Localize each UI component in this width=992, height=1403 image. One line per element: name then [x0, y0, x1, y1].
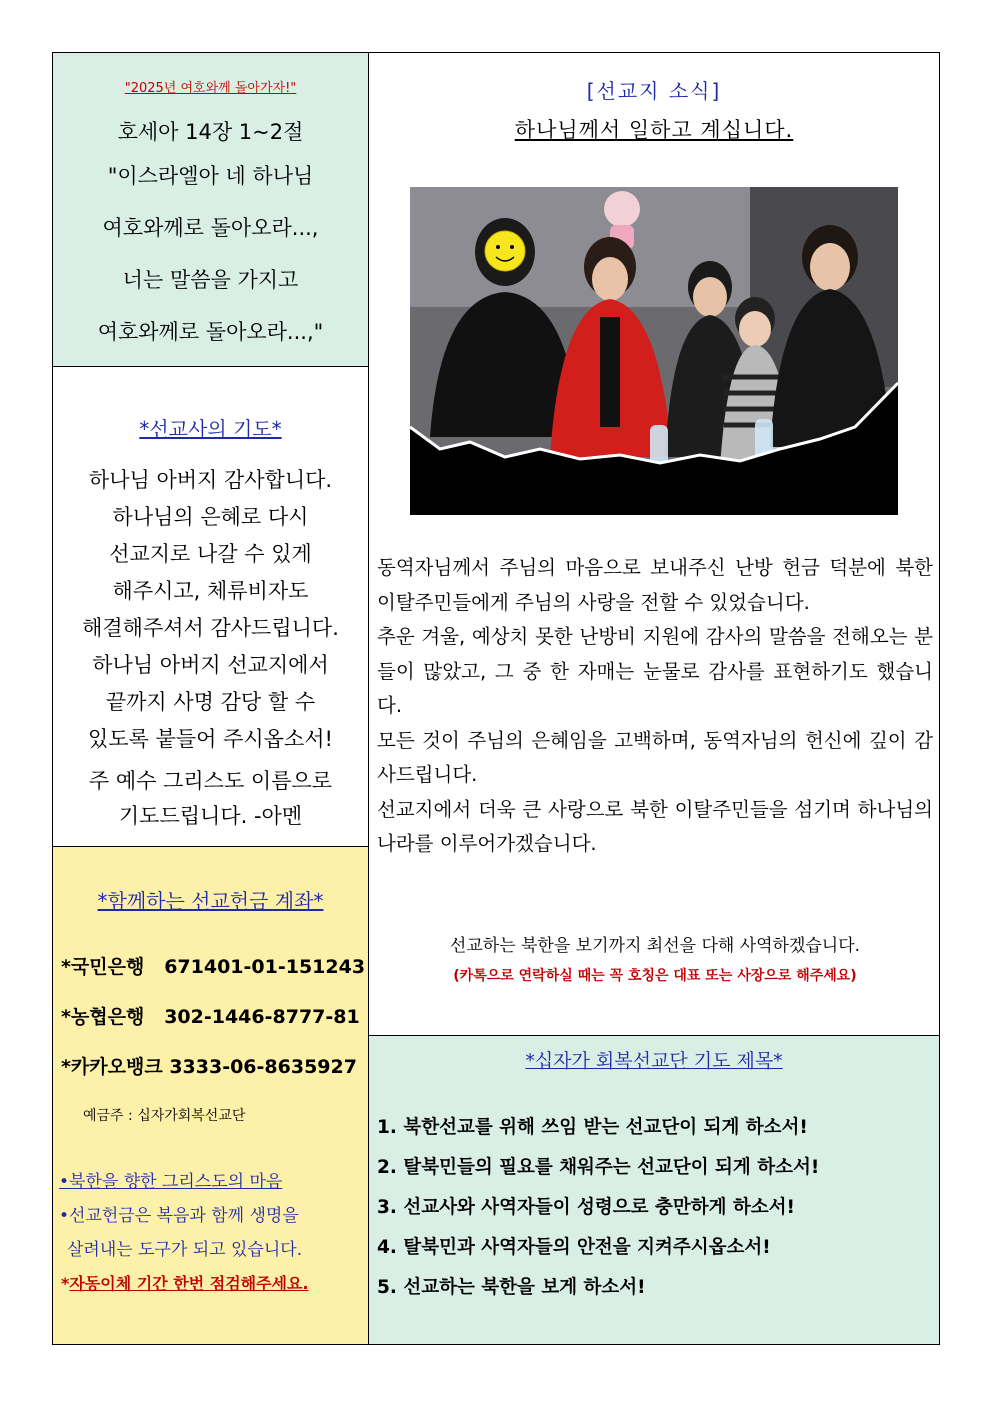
offering-account-box	[52, 846, 369, 1345]
prayer-topics-list	[377, 1113, 939, 1313]
offering-note-line: •북한을 향한 그리스도의 마음	[59, 1172, 283, 1192]
family-photo	[410, 187, 898, 515]
news-paragraph: 동역자님께서 주님의 마음으로 보내주신 난방 헌금 덕분에 북한 이탈주민들에게 주님의 사랑을 전할 수 있었습니다.	[377, 556, 933, 614]
prayer-title: *선교사의 기도*	[139, 417, 282, 441]
news-paragraph: 선교지에서 더욱 큰 사랑으로 북한 이탈주민들을 섬기며 하나님의 나라를 이루어가겠습니다.	[377, 797, 933, 855]
news-body	[377, 551, 933, 862]
prayer-line: 끝까지 사명 감당 할 수	[105, 690, 316, 714]
prayer-line: 선교지로 나갈 수 있게	[109, 542, 312, 566]
mission-news-box	[368, 52, 940, 1036]
account-title: *함께하는 선교헌금 계좌*	[97, 889, 324, 913]
prayer-closing	[53, 764, 368, 834]
prayer-topic-item: 4. 탈북민과 사역자들의 안전을 지켜주시옵소서!	[377, 1237, 771, 1258]
prayer-line: 하나님 아버지 감사합니다.	[88, 468, 333, 492]
prayer-topics-title: *십자가 회복선교단 기도 제목*	[525, 1050, 783, 1072]
news-paragraph: 추운 겨울, 예상치 못한 난방비 지원에 감사의 말씀을 전해오는 분들이 많았고, 그 중 한 자매는 눈물로 감사를 표현하기도 했습니다.	[377, 625, 933, 717]
offering-note-line: 살려내는 도구가 되고 있습니다.	[67, 1240, 303, 1260]
verse-line: 여호와께로 돌아오라...,"	[97, 320, 324, 344]
prayer-topic-item: 1. 북한선교를 위해 쓰임 받는 선교단이 되게 하소서!	[377, 1117, 808, 1138]
verse-line: 여호와께로 돌아오라...,	[102, 216, 319, 240]
autopay-warning	[61, 1271, 368, 1294]
prayer-closing-line: 기도드립니다. -아멘	[118, 804, 303, 828]
verse-reference: 호세아 14장 1~2절	[117, 120, 304, 144]
offering-note	[59, 1165, 368, 1267]
prayer-body	[53, 462, 368, 758]
prayer-line: 해결해주셔서 감사드립니다.	[82, 616, 339, 640]
prayer-closing-line: 주 예수 그리스도 이름으로	[88, 769, 333, 793]
warning-asterisk: *	[61, 1274, 70, 1293]
prayer-line: 있도록 붙들어 주시옵소서!	[88, 727, 333, 751]
warning-text: 자동이체 기간 한번 점검해주세요.	[69, 1274, 309, 1293]
prayer-topic-item: 2. 탈북민들의 필요를 채워주는 선교단이 되게 하소서!	[377, 1157, 820, 1178]
account-holder: 예금주 : 십자가회복선교단	[83, 1108, 246, 1124]
prayer-topic-item: 5. 선교하는 북한을 보게 하소서!	[377, 1277, 646, 1298]
smiley-face-icon	[485, 231, 525, 271]
bank-account: *국민은행 671401-01-151243	[61, 956, 366, 978]
bank-account: *카카오뱅크 3333-06-8635927	[61, 1056, 357, 1078]
offering-note-line: •선교헌금은 복음과 함께 생명을	[59, 1206, 299, 1226]
news-closing: 선교하는 북한을 보기까지 최선을 다해 사역하겠습니다.	[449, 936, 861, 956]
prayer-line: 하나님의 은혜로 다시	[112, 505, 309, 529]
verse-line: 너는 말씀을 가지고	[122, 268, 299, 292]
news-headline: 하나님께서 일하고 계십니다.	[514, 118, 794, 142]
verse-box	[52, 52, 369, 367]
family-photo-illustration	[410, 187, 898, 515]
news-paragraph: 모든 것이 주님의 은혜임을 고백하며, 동역자님의 헌신에 깊이 감사드립니다.	[377, 728, 933, 786]
bank-account: *농협은행 302-1446-8777-81	[61, 1006, 360, 1028]
prayer-topics-box	[368, 1035, 940, 1345]
missionary-prayer-box	[52, 366, 369, 847]
verse-theme: "2025년 여호와께 돌아가자!"	[124, 81, 297, 96]
verse-line: "이스라엘아 네 하나님	[107, 164, 314, 188]
prayer-line: 해주시고, 체류비자도	[112, 579, 309, 603]
prayer-topic-item: 3. 선교사와 사역자들이 성령으로 충만하게 하소서!	[377, 1197, 795, 1218]
prayer-line: 하나님 아버지 선교지에서	[92, 653, 329, 677]
kakao-contact-note: (카톡으로 연락하실 때는 꼭 호칭은 대표 또는 사장으로 해주세요)	[453, 968, 857, 984]
news-label: [선교지 소식]	[586, 79, 722, 103]
